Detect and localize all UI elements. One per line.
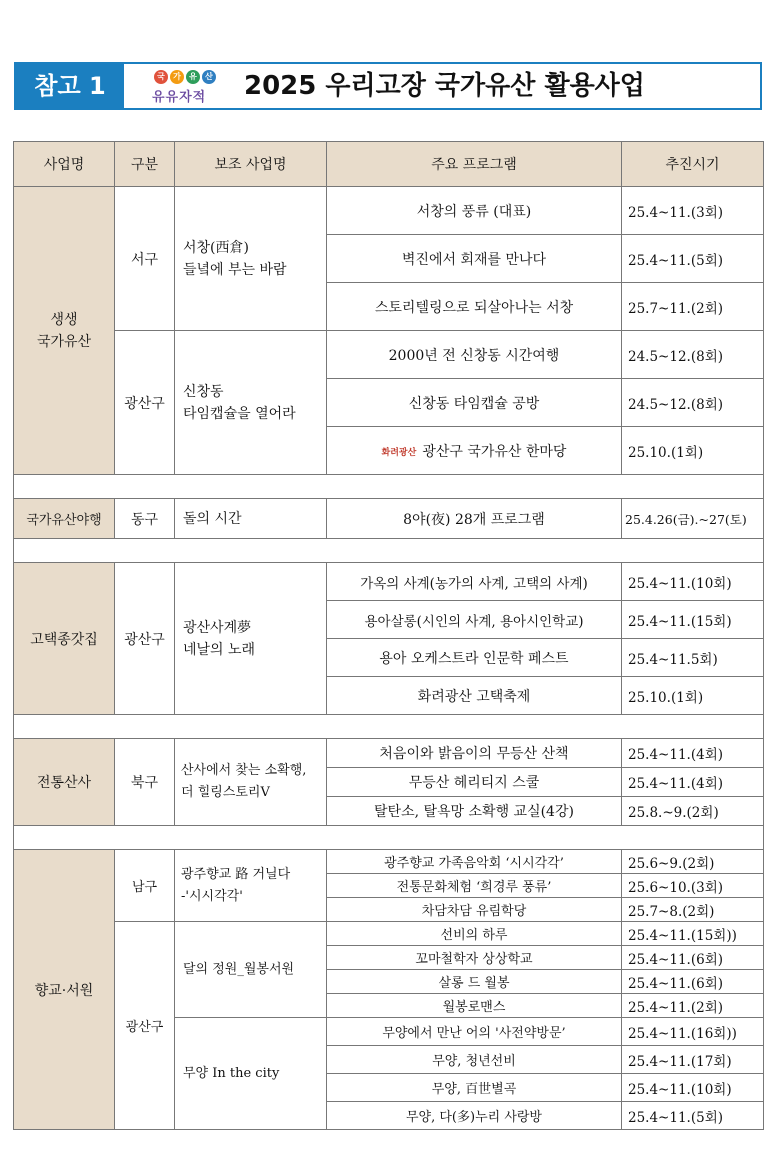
period: 24.5~12.(8회) xyxy=(622,331,764,379)
sub-project: 서창(西倉) 들녘에 부는 바람 xyxy=(175,187,327,331)
period: 25.4~11.(6회) xyxy=(622,946,764,970)
district: 서구 xyxy=(115,187,175,331)
period: 25.10.(1회) xyxy=(622,677,764,715)
sub-project: 광주향교 路 거닐다 -'시시각각' xyxy=(175,850,327,922)
district: 광산구 xyxy=(115,563,175,715)
spacer-row xyxy=(14,539,764,563)
program: 무등산 헤리티지 스쿨 xyxy=(327,768,622,797)
period: 25.4~11.(5회) xyxy=(622,235,764,283)
section-name: 고택종갓집 xyxy=(14,563,115,715)
program: 선비의 하루 xyxy=(327,922,622,946)
col-header: 사업명 xyxy=(14,142,115,187)
period: 25.4~11.(5회) xyxy=(622,1102,764,1130)
period: 25.4~11.(10회) xyxy=(622,563,764,601)
period: 25.8.~9.(2회) xyxy=(622,797,764,826)
district: 동구 xyxy=(115,499,175,539)
sub-project: 광산사계夢 네날의 노래 xyxy=(175,563,327,715)
period: 25.4~11.(17회) xyxy=(622,1046,764,1074)
page-title: 2025 우리고장 국가유산 활용사업 xyxy=(244,71,645,101)
program: 꼬마철학자 상상학교 xyxy=(327,946,622,970)
program: 화려광산 고택축제 xyxy=(327,677,622,715)
logo-char: 국 xyxy=(154,70,168,84)
period: 25.4~11.(15회) xyxy=(622,601,764,639)
period: 25.10.(1회) xyxy=(622,427,764,475)
col-header: 구분 xyxy=(115,142,175,187)
table-row xyxy=(14,331,764,379)
sub-project: 무양 In the city xyxy=(175,1018,327,1130)
period: 25.4~11.(10회) xyxy=(622,1074,764,1102)
section-name: 생생 국가유산 xyxy=(14,187,115,475)
sub-project: 산사에서 찾는 소확행, 더 힐링스토리V xyxy=(175,739,327,826)
table-header-row xyxy=(14,142,764,187)
period: 25.4~11.(6회) xyxy=(622,970,764,994)
program: 벽진에서 회재를 만나다 xyxy=(327,235,622,283)
period: 25.4~11.(4회) xyxy=(622,739,764,768)
table-row xyxy=(14,187,764,235)
period: 25.4~11.(15회)) xyxy=(622,922,764,946)
section-name: 국가유산야행 xyxy=(14,499,115,539)
reference-tag: 참고 1 xyxy=(16,64,124,108)
period: 25.7~8.(2회) xyxy=(622,898,764,922)
table-row xyxy=(14,563,764,601)
period: 25.6~10.(3회) xyxy=(622,874,764,898)
period: 25.4~11.(16회)) xyxy=(622,1018,764,1046)
district: 광산구 xyxy=(115,331,175,475)
program: 서창의 풍류 (대표) xyxy=(327,187,622,235)
col-header: 보조 사업명 xyxy=(175,142,327,187)
district: 남구 xyxy=(115,850,175,922)
section-name: 향교·서원 xyxy=(14,850,115,1130)
period: 25.7~11.(2회) xyxy=(622,283,764,331)
sub-project: 신창동 타임캡슐을 열어라 xyxy=(175,331,327,475)
period: 24.5~12.(8회) xyxy=(622,379,764,427)
district: 광산구 xyxy=(115,922,175,1130)
col-header: 추진시기 xyxy=(622,142,764,187)
logo-char: 가 xyxy=(170,70,184,84)
program: 처음이와 밝음이의 무등산 산책 xyxy=(327,739,622,768)
program: 8야(夜) 28개 프로그램 xyxy=(327,499,622,539)
program: 2000년 전 신창동 시간여행 xyxy=(327,331,622,379)
period: 25.4~11.(4회) xyxy=(622,768,764,797)
program: 전통문화체험 ‘희경루 풍류’ xyxy=(327,874,622,898)
program: 광산구 국가유산 한마당 xyxy=(422,443,567,460)
program: 무양, 청년선비 xyxy=(327,1046,622,1074)
table-row xyxy=(14,739,764,768)
program: 가옥의 사계(농가의 사계, 고택의 사계) xyxy=(327,563,622,601)
sub-project: 돌의 시간 xyxy=(175,499,327,539)
program: 월봉로맨스 xyxy=(327,994,622,1018)
period: 25.4~11.(2회) xyxy=(622,994,764,1018)
program: 무양, 다(多)누리 사랑방 xyxy=(327,1102,622,1130)
program-table xyxy=(13,141,764,1130)
program: 무양에서 만난 어의 '사전약방문’ xyxy=(327,1018,622,1046)
logo-subtitle: 유유자적 xyxy=(152,90,207,105)
program: 용아살롱(시인의 사계, 용아시인학교) xyxy=(327,601,622,639)
program-cell xyxy=(327,427,622,475)
heritage-logo xyxy=(136,68,228,104)
program: 스토리텔링으로 되살아나는 서창 xyxy=(327,283,622,331)
col-header: 주요 프로그램 xyxy=(327,142,622,187)
program: 신창동 타임캡슐 공방 xyxy=(327,379,622,427)
table-row xyxy=(14,499,764,539)
page-header xyxy=(14,62,762,110)
period: 25.4~11.5회) xyxy=(622,639,764,677)
spacer-row xyxy=(14,715,764,739)
period: 25.6~9.(2회) xyxy=(622,850,764,874)
section-name: 전통산사 xyxy=(14,739,115,826)
logo-char: 산 xyxy=(202,70,216,84)
program: 차담차담 유림학당 xyxy=(327,898,622,922)
program: 광주향교 가족음악회 ‘시시각각’ xyxy=(327,850,622,874)
sub-project: 달의 정원_월봉서원 xyxy=(175,922,327,1018)
spacer-row xyxy=(14,826,764,850)
table-row xyxy=(14,922,764,946)
program: 탈탄소, 탈욕망 소확행 교실(4강) xyxy=(327,797,622,826)
program: 용아 오케스트라 인문학 페스트 xyxy=(327,639,622,677)
program: 무양, 百世별곡 xyxy=(327,1074,622,1102)
district: 북구 xyxy=(115,739,175,826)
period: 25.4.26(금).~27(토) xyxy=(622,499,764,539)
logo-char: 유 xyxy=(186,70,200,84)
period: 25.4~11.(3회) xyxy=(622,187,764,235)
spacer-row xyxy=(14,475,764,499)
hwaryeo-gwangsan-logo: 화려광산 xyxy=(381,448,417,458)
program: 살롱 드 월봉 xyxy=(327,970,622,994)
table-row xyxy=(14,850,764,874)
